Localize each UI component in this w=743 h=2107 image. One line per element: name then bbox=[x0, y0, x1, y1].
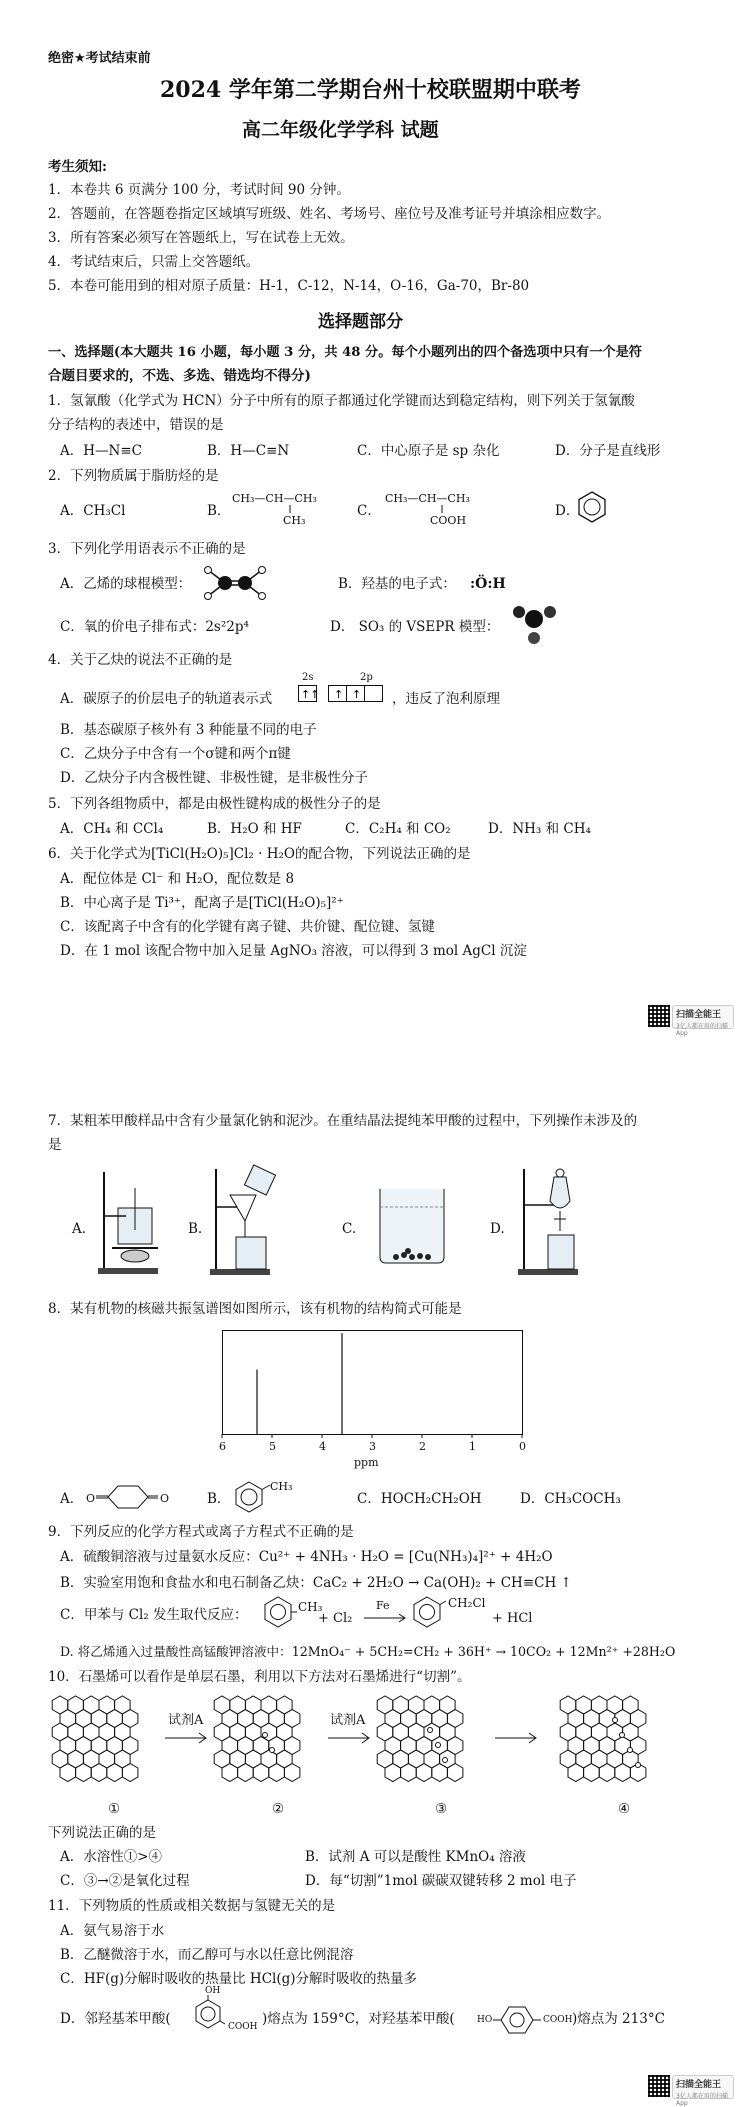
q8-option-d: D．CH₃COCH₃ bbox=[520, 1491, 621, 1507]
scanner-badge-bottom-sub: 3亿人都在用的扫描App bbox=[676, 2093, 728, 2107]
nmr-tick-label: 0 bbox=[519, 1440, 526, 1453]
q7-stem-1: 7．某粗苯甲酸样品中含有少量氯化钠和泥沙。在重结晶法提纯苯甲酸的过程中，下列操作未涉及的 bbox=[48, 1113, 638, 1129]
q10-stem: 10．石墨烯可以看作是单层石墨，利用以下方法对石墨烯进行“切割”。 bbox=[48, 1669, 471, 1685]
q3-stem: 3．下列化学用语表示不正确的是 bbox=[48, 541, 246, 557]
q1-stem-1: 1．氢氰酸（化学式为 HCN）分子中所有的原子都通过化学键而达到稳定结构，则下列关于氢氰酸 bbox=[48, 393, 635, 409]
q9-option-c: C．甲苯与 Cl₂ 发生取代反应： bbox=[60, 1607, 248, 1623]
benzyl-chloride-icon bbox=[412, 1595, 446, 1629]
q5-option-b: B．H₂O 和 HF bbox=[207, 821, 302, 837]
secret-mark: 绝密★考试结束前 bbox=[48, 51, 151, 66]
q2-option-b: B． bbox=[207, 503, 231, 519]
scanner-badge-bottom-title: 扫描全能王 bbox=[676, 2080, 722, 2090]
oxygen-mark-6 bbox=[613, 1718, 618, 1723]
notice-item-4: 4．考试结束后，只需上交答题纸。 bbox=[48, 254, 260, 270]
q7-option-c: C. bbox=[342, 1221, 357, 1237]
q2-b-branch: CH₃ bbox=[283, 514, 306, 527]
so3-vsepr-model-icon bbox=[510, 603, 558, 647]
qr-code-icon bbox=[648, 1005, 670, 1027]
oxygen-mark-8 bbox=[628, 1748, 633, 1753]
notice-item-5: 5．本卷可能用到的相对原子质量：H-1，C-12，N-14，O-16，Ga-70，Br-80 bbox=[48, 278, 530, 294]
q1-option-d: D．分子是直线形 bbox=[555, 443, 661, 459]
q4-option-a-prefix: A．碳原子的价层电子的轨道表示式 bbox=[60, 691, 273, 707]
svg-text:↑↑: ↑↑ bbox=[301, 688, 320, 701]
q7-option-a: A. bbox=[72, 1221, 87, 1237]
q2-option-a: A．CH₃Cl bbox=[60, 503, 126, 519]
toluene-ring-icon bbox=[232, 1480, 268, 1514]
q7-stem-2: 是 bbox=[48, 1137, 62, 1153]
q2-c-chain: CH₃—CH—CH₃ bbox=[385, 492, 470, 505]
svg-text:↑: ↑ bbox=[334, 688, 344, 701]
graphene-lattice-3 bbox=[377, 1696, 463, 1782]
reaction-arrow-icon bbox=[364, 1614, 408, 1622]
q10-option-a: A．水溶性①>④ bbox=[60, 1849, 163, 1865]
q9-c-plus-cl2: + Cl₂ bbox=[318, 1611, 353, 1626]
q1-stem-2: 分子结构的表述中，错误的是 bbox=[48, 417, 224, 433]
q4-option-d: D．乙炔分子内含极性键、非极性键，是非极性分子 bbox=[60, 770, 368, 786]
q8-a-oxygen-right: O bbox=[160, 1492, 170, 1505]
oxygen-mark-4 bbox=[436, 1743, 441, 1748]
toluene-reactant-icon bbox=[263, 1595, 297, 1629]
section-intro-1: 一、选择题(本大题共 16 小题，每小题 3 分，共 48 分。每个小题列出的四个备选项中只有一个是符 bbox=[48, 345, 642, 360]
q7-option-d: D. bbox=[490, 1221, 505, 1237]
q6-option-a: A．配位体是 Cl⁻ 和 H₂O，配位数是 8 bbox=[60, 871, 295, 887]
cyclohexanedione-icon bbox=[96, 1483, 162, 1513]
q11-d-cooh: COOH bbox=[228, 2022, 258, 2032]
q1-option-a: A．H—N≡C bbox=[60, 443, 142, 459]
notice-item-3: 3．所有答案必须写在答题纸上，写在试卷上无效。 bbox=[48, 230, 354, 246]
graphene-cutting-diagram bbox=[50, 1690, 670, 1810]
q5-stem: 5．下列各组物质中，都是由极性键构成的极性分子的是 bbox=[48, 796, 381, 812]
nmr-x-axis-label: ppm bbox=[354, 1456, 379, 1469]
q11-option-d-suffix: )熔点为 213°C bbox=[572, 2011, 665, 2027]
oxygen-mark-7 bbox=[620, 1733, 625, 1738]
q11-option-c: C．HF(g)分解时吸收的热量比 HCl(g)分解时吸收的热量多 bbox=[60, 1971, 418, 1987]
q9-c-catalyst: Fe bbox=[376, 1599, 390, 1612]
benzene-icon bbox=[575, 490, 609, 524]
notice-item-2: 2．答题前，在答题卷指定区域填写班级、姓名、考场号、座位号及准考证号并填涂相应数字。 bbox=[48, 206, 611, 222]
graphene-lattice-2 bbox=[214, 1696, 300, 1782]
reagent-a-label-2: 试剂A bbox=[330, 1713, 366, 1728]
q10-option-b: B．试剂 A 可以是酸性 KMnO₄ 溶液 bbox=[305, 1849, 526, 1865]
nmr-tick-label: 6 bbox=[219, 1440, 226, 1453]
graphene-lattice-4 bbox=[560, 1696, 646, 1782]
carbon-orbital-diagram bbox=[298, 685, 398, 705]
q4-option-b: B．基态碳原子核外有 3 种能量不同的电子 bbox=[60, 722, 317, 738]
salicylic-acid-icon bbox=[192, 1994, 228, 2030]
q5-option-a: A．CH₄ 和 CCl₄ bbox=[60, 821, 164, 837]
nmr-frame bbox=[223, 1331, 523, 1435]
q9-option-b: B．实验室用饱和食盐水和电石制备乙炔：CaC₂ + 2H₂O → Ca(OH)₂ + CH≡CH ↑ bbox=[60, 1575, 572, 1591]
section-title: 选择题部分 bbox=[318, 312, 403, 332]
q4-option-c: C．乙炔分子中含有一个σ键和两个π键 bbox=[60, 746, 291, 762]
notice-label: 考生须知: bbox=[48, 159, 107, 175]
scanner-badge bbox=[672, 1005, 734, 1037]
graphene-label-3: ③ bbox=[435, 1801, 448, 1817]
oxygen-mark-2 bbox=[270, 1748, 275, 1753]
q3-option-c: C．氧的价电子排布式：2s²2p⁴ bbox=[60, 619, 249, 635]
q11-option-d-prefix: D．邻羟基苯甲酸( bbox=[60, 2011, 171, 2027]
oxygen-mark-1 bbox=[263, 1733, 268, 1738]
oxygen-mark-3 bbox=[428, 1728, 433, 1733]
q8-option-a: A． bbox=[60, 1491, 84, 1507]
q11-option-a: A．氨气易溶于水 bbox=[60, 1923, 165, 1939]
q6-option-b: B．中心离子是 Ti³⁺，配离子是[TiCl(H₂O)₅]²⁺ bbox=[60, 895, 344, 911]
section-intro-2: 合题目要求的，不选、多选、错选均不得分) bbox=[48, 368, 311, 384]
q2-option-c: C． bbox=[357, 503, 381, 519]
q11-option-d-middle: )熔点为 159°C，对羟基苯甲酸( bbox=[262, 2011, 455, 2027]
p-hydroxybenzoic-acid-icon bbox=[493, 2003, 543, 2037]
q4-stem: 4．关于乙炔的说法不正确的是 bbox=[48, 652, 233, 668]
oxygen-mark-9 bbox=[636, 1763, 641, 1768]
q9-stem: 9．下列反应的化学方程式或离子方程式不正确的是 bbox=[48, 1524, 354, 1540]
q11-d-oh: OH bbox=[205, 1986, 221, 1996]
graphene-lattice-1 bbox=[52, 1696, 138, 1782]
ethylene-ball-stick-icon bbox=[200, 566, 270, 602]
q3-b-electron-formula: :Ö:H bbox=[470, 576, 506, 592]
orbital-2s-label: 2s bbox=[302, 672, 314, 683]
q2-c-bond bbox=[441, 505, 443, 513]
separatory-funnel-icon bbox=[510, 1165, 590, 1277]
scanner-badge-title: 扫描全能王 bbox=[676, 1010, 722, 1020]
q9-option-d: D. 将乙烯通入过量酸性高锰酸钾溶液中：12MnO₄⁻ + 5CH₂=CH₂ + 36H⁺ → 10CO₂ + 12Mn²⁺ +28H₂O bbox=[60, 1644, 676, 1659]
q9-option-a: A．硫酸铜溶液与过量氨水反应：Cu²⁺ + 4NH₃ · H₂O = [Cu(NH₃)₄]²⁺ + 4H₂O bbox=[60, 1549, 553, 1565]
q6-stem: 6．关于化学式为[TiCl(H₂O)₅]Cl₂ · H₂O的配合物，下列说法正确的是 bbox=[48, 846, 471, 862]
scanner-badge-sub: 3亿人都在用的扫描App bbox=[676, 1023, 728, 1037]
q8-option-c: C．HOCH₂CH₂OH bbox=[357, 1491, 482, 1507]
q11-d-ho: HO bbox=[477, 2015, 493, 2025]
svg-text:↑: ↑ bbox=[352, 688, 362, 701]
q2-stem: 2．下列物质属于脂肪烃的是 bbox=[48, 468, 219, 484]
filtration-apparatus-icon bbox=[200, 1165, 290, 1277]
nmr-tick-label: 5 bbox=[269, 1440, 276, 1453]
q9-c-ch3: CH₃ bbox=[298, 1600, 323, 1614]
q3-option-b: B．羟基的电子式： bbox=[338, 576, 456, 592]
q2-b-chain: CH₃—CH—CH₃ bbox=[232, 492, 317, 505]
q6-option-c: C．该配离子中含有的化学键有离子键、共价键、配位键、氢键 bbox=[60, 919, 435, 935]
q4-option-a-suffix: ，违反了泡利原理 bbox=[392, 691, 500, 707]
oxygen-mark-5 bbox=[443, 1758, 448, 1763]
qr-code-icon-bottom bbox=[648, 2075, 670, 2097]
graphene-label-4: ④ bbox=[618, 1801, 631, 1817]
graphene-label-1: ① bbox=[108, 1801, 121, 1817]
evaporation-apparatus-icon bbox=[90, 1168, 180, 1278]
q10-option-c: C．③→②是氧化过程 bbox=[60, 1873, 190, 1889]
q10-option-d: D．每“切割”1mol 碳碳双键转移 2 mol 电子 bbox=[305, 1873, 577, 1889]
exam-title: 2024 学年第二学期台州十校联盟期中联考 bbox=[160, 77, 581, 103]
q9-c-hcl: + HCl bbox=[492, 1611, 533, 1626]
q11-stem: 11．下列物质的性质或相关数据与氢键无关的是 bbox=[48, 1898, 336, 1914]
q1-option-b: B．H—C≡N bbox=[207, 443, 290, 459]
q2-b-bond bbox=[289, 505, 291, 513]
orbital-2p-label: 2p bbox=[360, 672, 373, 683]
graphene-label-2: ② bbox=[272, 1801, 285, 1817]
q5-option-d: D．NH₃ 和 CH₄ bbox=[488, 821, 591, 837]
nmr-spectrum-chart bbox=[222, 1330, 522, 1450]
q11-d-para-cooh: COOH bbox=[543, 2015, 573, 2025]
q8-a-oxygen-left: O bbox=[86, 1492, 96, 1505]
q9-c-ch2cl: CH₂Cl bbox=[448, 1596, 486, 1610]
q3-option-a: A．乙烯的球棍模型： bbox=[60, 576, 192, 592]
nmr-tick-label: 4 bbox=[319, 1440, 326, 1453]
nmr-tick-label: 2 bbox=[419, 1440, 426, 1453]
nmr-tick-label: 1 bbox=[469, 1440, 476, 1453]
q8-b-methyl: CH₃ bbox=[270, 1480, 293, 1493]
nmr-tick-label: 3 bbox=[369, 1440, 376, 1453]
beaker-with-solid-icon bbox=[374, 1185, 450, 1265]
q2-c-branch: COOH bbox=[430, 514, 467, 527]
q8-option-b: B． bbox=[207, 1491, 231, 1507]
q7-option-b: B. bbox=[188, 1221, 203, 1237]
q6-option-d: D．在 1 mol 该配合物中加入足量 AgNO₃ 溶液，可以得到 3 mol AgCl 沉淀 bbox=[60, 943, 527, 959]
scanner-badge-bottom bbox=[672, 2075, 734, 2107]
q2-option-d: D． bbox=[555, 503, 580, 519]
q11-option-b: B．乙醚微溶于水，而乙醇可与水以任意比例混溶 bbox=[60, 1947, 354, 1963]
q5-option-c: C．C₂H₄ 和 CO₂ bbox=[345, 821, 451, 837]
q8-stem: 8．某有机物的核磁共振氢谱图如图所示，该有机物的结构简式可能是 bbox=[48, 1301, 462, 1317]
reagent-a-label-1: 试剂A bbox=[168, 1713, 204, 1728]
exam-subtitle: 高二年级化学学科 试题 bbox=[242, 119, 439, 141]
q10-ask: 下列说法正确的是 bbox=[48, 1825, 156, 1841]
notice-item-1: 1．本卷共 6 页满分 100 分，考试时间 90 分钟。 bbox=[48, 182, 350, 198]
q1-option-c: C．中心原子是 sp 杂化 bbox=[357, 443, 500, 459]
q3-option-d: D． SO₃ 的 VSEPR 模型： bbox=[330, 619, 500, 635]
